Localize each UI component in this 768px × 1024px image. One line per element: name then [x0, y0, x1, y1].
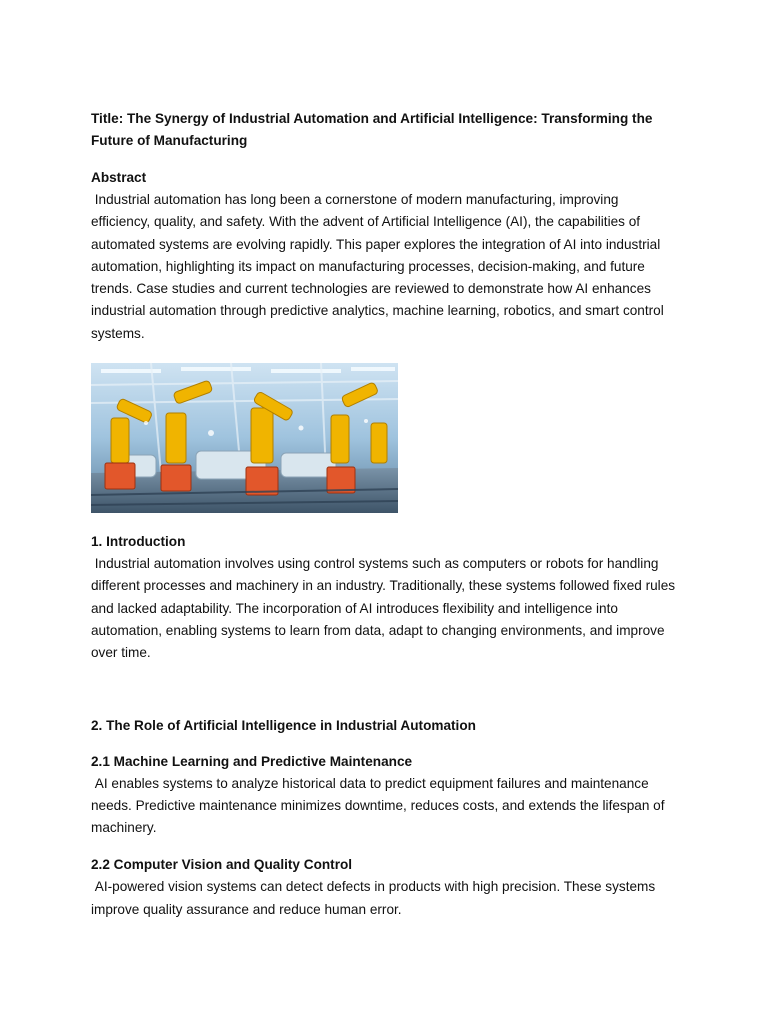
role-of-ai-heading: 2. The Role of Artificial Intelligence in Industrial Automation: [91, 717, 476, 733]
introduction-text: Industrial automation involves using control systems such as computers or robots for handling different processes and machinery in an industry. Traditionally, these systems followed fixed rules and lacked adaptability. The incorporation of AI introduces flexibility and intelligence into automation, enabling systems to learn from data, adapt to changing environments, and improve over time.: [91, 556, 679, 661]
machine-learning-text: AI enables systems to analyze historical data to predict equipment failures and maintenance needs. Predictive maintenance minimizes downtime, reduces costs, and extends the lifespan of machinery.: [91, 775, 669, 836]
introduction-heading: 1. Introduction: [91, 534, 186, 550]
computer-vision-text: AI-powered vision systems can detect defects in products with high precision. These systems improve quality assurance and reduce human error.: [91, 879, 659, 917]
abstract-heading: Abstract: [91, 170, 147, 185]
abstract-text: Industrial automation has long been a cornerstone of modern manufacturing, improving efficiency, quality, and safety. With the advent of Artificial Intelligence (AI), the capabilities of automated systems are evolving rapidly. This paper explores the integration of AI into industrial automation, highlighting its impact on manufacturing processes, decision-making, and future trends. Case studies and current technologies are reviewed to demonstrate how AI enhances industrial automation through predictive analytics, machine learning, robotics, and smart control systems.: [91, 192, 668, 341]
spacer: [91, 665, 681, 715]
spacer: [91, 839, 681, 854]
computer-vision-heading: 2.2 Computer Vision and Quality Control: [91, 857, 353, 873]
spacer: [91, 737, 681, 751]
robotic-assembly-line-image: [91, 363, 398, 513]
document-page: [91, 108, 681, 921]
document-title: Title: The Synergy of Industrial Automation and Artificial Intelligence: Transforming the Future of Manufacturing: [91, 111, 653, 148]
machine-learning-heading: 2.1 Machine Learning and Predictive Maintenance: [91, 753, 413, 769]
